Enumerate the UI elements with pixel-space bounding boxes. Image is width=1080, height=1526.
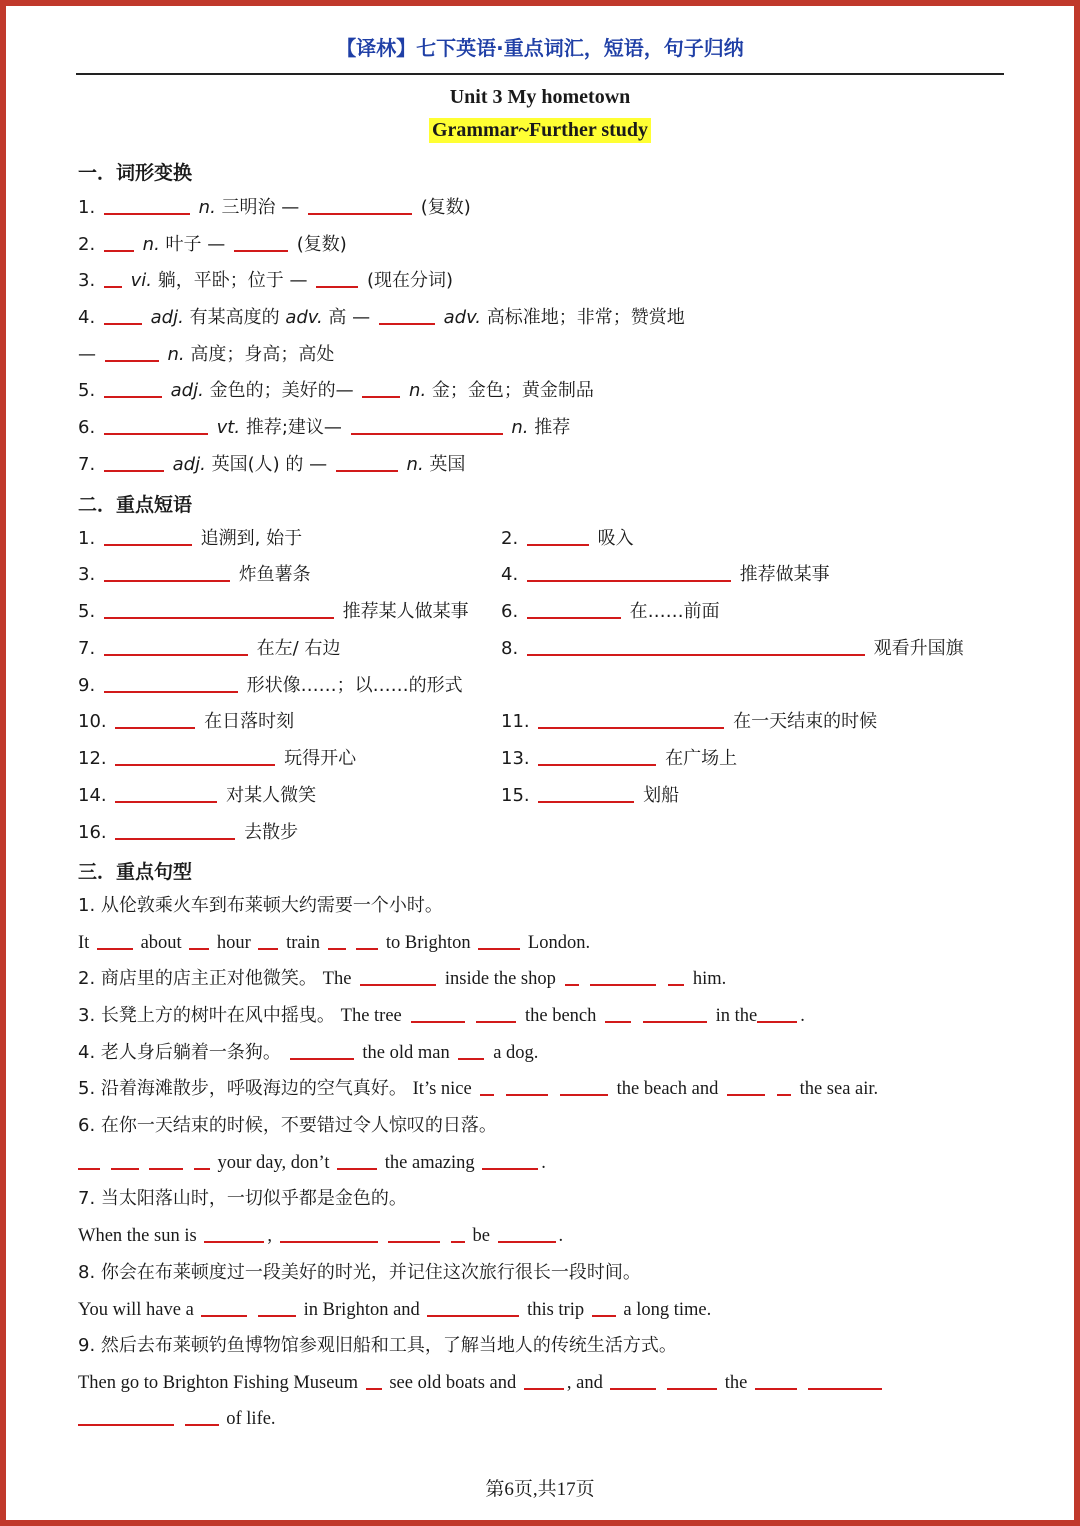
answer-blank[interactable]	[280, 1241, 378, 1243]
dash: —	[78, 344, 96, 365]
phrase-meaning: 炸鱼薯条	[238, 564, 311, 585]
sentence-text: in Brighton and	[303, 1300, 420, 1320]
phrase-item-10	[78, 710, 294, 734]
answer-blank[interactable]	[478, 948, 520, 950]
answer-blank[interactable]	[379, 323, 435, 325]
sentence-text: inside the shop	[444, 969, 556, 989]
answer-blank[interactable]	[111, 1168, 139, 1170]
answer-blank[interactable]	[104, 396, 162, 398]
sentence-text: him.	[692, 969, 727, 989]
item-number: 5.	[78, 380, 96, 401]
answer-blank[interactable]	[78, 1168, 100, 1170]
vocab-meaning: 躺，平卧；位于 —	[157, 270, 308, 291]
phrase-item-9	[78, 674, 463, 698]
phrase-meaning: 追溯到, 始于	[200, 528, 303, 549]
item-number: 1.	[78, 197, 96, 218]
vocab-meaning: 高度；身高；高处	[190, 344, 335, 365]
answer-blank[interactable]	[308, 213, 412, 215]
answer-blank[interactable]	[290, 1058, 354, 1060]
phrase-item-4	[501, 563, 830, 587]
item-number: 3.	[78, 564, 96, 585]
answer-blank[interactable]	[201, 1315, 247, 1317]
vocab-meaning: 金；金色；黄金制品	[431, 380, 594, 401]
answer-blank[interactable]	[538, 801, 634, 803]
vocab-meaning: 推荐;建议—	[245, 417, 342, 438]
phrase-item-8	[501, 637, 964, 661]
sentence-text: train	[286, 933, 320, 953]
vocab-item-4	[78, 306, 685, 330]
sentence-text: of life.	[226, 1409, 276, 1429]
sentence-text: ,	[267, 1226, 272, 1246]
answer-blank[interactable]	[356, 948, 378, 950]
section-heading-sentences: 三．重点句型	[78, 861, 193, 883]
phrase-meaning: 对某人微笑	[226, 785, 317, 806]
sentence-text: The tree	[340, 1006, 402, 1026]
answer-blank[interactable]	[592, 1315, 616, 1317]
phrase-meaning: 推荐做某事	[739, 564, 830, 585]
answer-blank[interactable]	[104, 323, 142, 325]
sentence-item-4	[78, 1041, 538, 1065]
phrase-item-5	[78, 600, 469, 624]
subtitle-highlight: Grammar~Further study	[429, 118, 651, 143]
answer-blank[interactable]	[565, 984, 579, 986]
answer-blank[interactable]	[104, 654, 248, 656]
answer-blank[interactable]	[527, 654, 865, 656]
sentence-prompt: 4. 老人身后躺着一条狗。	[78, 1042, 281, 1063]
part-of-speech: n.	[142, 234, 160, 255]
vocab-item-7	[78, 453, 465, 477]
part-of-speech: n.	[409, 380, 427, 401]
phrase-item-16	[78, 821, 298, 845]
answer-blank[interactable]	[234, 250, 288, 252]
sentence-prompt-6: 6. 在你一天结束的时候，不要错过令人惊叹的日落。	[78, 1115, 497, 1136]
sentence-text: in the	[715, 1006, 758, 1026]
answer-blank[interactable]	[185, 1424, 219, 1426]
phrase-item-15	[501, 784, 679, 808]
phrase-item-1	[78, 527, 302, 551]
answer-blank[interactable]	[258, 1315, 296, 1317]
sentence-prompt: 3. 长凳上方的树叶在风中摇曳。	[78, 1005, 335, 1026]
phrase-meaning: 在……前面	[629, 601, 720, 622]
answer-blank[interactable]	[427, 1315, 519, 1317]
item-number: 6.	[78, 417, 96, 438]
unit-title: Unit 3 My hometown	[449, 86, 631, 108]
answer-blank[interactable]	[610, 1388, 656, 1390]
sentence-answer-9-continued	[78, 1407, 276, 1431]
sentence-text: .	[800, 1006, 805, 1026]
answer-blank[interactable]	[498, 1241, 556, 1243]
sentence-answer-1	[78, 931, 590, 955]
vocab-form-note: (复数)	[296, 234, 347, 255]
sentence-text: your day, don’t	[217, 1153, 330, 1173]
answer-blank[interactable]	[757, 1021, 797, 1023]
vocab-form-note: (现在分词)	[366, 270, 454, 291]
vocab-form-note: (复数)	[420, 197, 471, 218]
sentence-text: The	[322, 969, 352, 989]
document-header: 【译林】七下英语·重点词汇，短语，句子归纳	[336, 36, 744, 60]
answer-blank[interactable]	[104, 286, 122, 288]
answer-blank[interactable]	[527, 580, 731, 582]
answer-blank[interactable]	[366, 1388, 382, 1390]
answer-blank[interactable]	[104, 213, 190, 215]
answer-blank[interactable]	[506, 1094, 548, 1096]
phrase-item-14	[78, 784, 316, 808]
item-number: 14.	[78, 785, 107, 806]
item-number: 12.	[78, 748, 107, 769]
part-of-speech: adv.	[443, 307, 481, 328]
item-number: 10.	[78, 711, 107, 732]
part-of-speech: n.	[167, 344, 185, 365]
part-of-speech: n.	[511, 417, 529, 438]
phrase-meaning: 划船	[643, 785, 680, 806]
answer-blank[interactable]	[104, 580, 230, 582]
section-heading-word-forms: 一．词形变换	[78, 162, 193, 184]
vocab-meaning: 英国(人) 的 —	[211, 454, 328, 475]
answer-blank[interactable]	[104, 691, 238, 693]
phrase-item-3	[78, 563, 311, 587]
sentence-text: You will have a	[78, 1300, 194, 1320]
sentence-answer-6	[78, 1151, 546, 1175]
answer-blank[interactable]	[97, 948, 133, 950]
phrase-item-12	[78, 747, 356, 771]
answer-blank[interactable]	[605, 1021, 631, 1023]
answer-blank[interactable]	[149, 1168, 183, 1170]
vocab-item-3	[78, 269, 453, 293]
item-number: 7.	[78, 638, 96, 659]
phrase-item-11	[501, 710, 877, 734]
sentence-item-2	[78, 967, 726, 991]
sentence-prompt-8: 8. 你会在布莱顿度过一段美好的时光，并记住这次旅行很长一段时间。	[78, 1262, 641, 1283]
phrase-item-2	[501, 527, 634, 551]
item-number: 13.	[501, 748, 530, 769]
answer-blank[interactable]	[105, 360, 159, 362]
phrase-meaning: 在日落时刻	[204, 711, 295, 732]
sentence-text: the amazing	[384, 1153, 475, 1173]
answer-blank[interactable]	[316, 286, 358, 288]
subtitle-wrap	[0, 118, 1080, 143]
answer-blank[interactable]	[336, 470, 398, 472]
phrase-meaning: 吸入	[597, 528, 634, 549]
answer-blank[interactable]	[560, 1094, 608, 1096]
answer-blank[interactable]	[78, 1424, 174, 1426]
vocab-meaning: 高标准地；非常；赞赏地	[486, 307, 685, 328]
vocab-meaning: 叶子 —	[165, 234, 226, 255]
sentence-text: .	[558, 1226, 564, 1246]
sentence-answer-9	[78, 1371, 885, 1395]
sentence-text: to Brighton	[385, 933, 471, 953]
answer-blank[interactable]	[104, 544, 192, 546]
sentence-text: be	[472, 1226, 490, 1246]
sentence-answer-7	[78, 1224, 563, 1248]
answer-blank[interactable]	[360, 984, 436, 986]
answer-blank[interactable]	[104, 470, 164, 472]
sentence-text: the	[724, 1373, 748, 1393]
answer-blank[interactable]	[104, 250, 134, 252]
sentence-prompt-9: 9. 然后去布莱顿钓鱼博物馆参观旧船和工具，了解当地人的传统生活方式。	[78, 1335, 677, 1356]
sentence-text: London.	[527, 933, 591, 953]
answer-blank[interactable]	[194, 1168, 210, 1170]
answer-blank[interactable]	[328, 948, 346, 950]
part-of-speech: vt.	[216, 417, 241, 438]
part-of-speech: adj.	[172, 454, 206, 475]
sentence-text: When the sun is	[78, 1226, 197, 1246]
phrase-item-7	[78, 637, 340, 661]
answer-blank[interactable]	[115, 727, 195, 729]
phrase-meaning: 在广场上	[665, 748, 738, 769]
answer-blank[interactable]	[411, 1021, 465, 1023]
item-number: 5.	[78, 601, 96, 622]
sentence-text: It’s nice	[412, 1079, 472, 1099]
sentence-text: about	[140, 933, 182, 953]
sentence-text: the beach and	[616, 1079, 719, 1099]
phrase-item-13	[501, 747, 737, 771]
answer-blank[interactable]	[755, 1388, 797, 1390]
item-number: 2.	[78, 234, 96, 255]
sentence-text: see old boats and	[389, 1373, 517, 1393]
answer-blank[interactable]	[458, 1058, 484, 1060]
sentence-answer-8	[78, 1298, 711, 1322]
sentence-text: Then go to Brighton Fishing Museum	[78, 1373, 359, 1393]
sentence-text: this trip	[527, 1300, 585, 1320]
answer-blank[interactable]	[204, 1241, 264, 1243]
item-number: 9.	[78, 675, 96, 696]
answer-blank[interactable]	[668, 984, 684, 986]
answer-blank[interactable]	[104, 433, 208, 435]
answer-blank[interactable]	[808, 1388, 882, 1390]
part-of-speech: adv.	[285, 307, 323, 328]
vocab-item-2	[78, 233, 347, 257]
vocab-item-1	[78, 196, 471, 220]
sentence-text: the old man	[362, 1043, 450, 1063]
answer-blank[interactable]	[258, 948, 278, 950]
sentence-text: the bench	[524, 1006, 597, 1026]
answer-blank[interactable]	[115, 764, 275, 766]
phrase-meaning: 推荐某人做某事	[342, 601, 469, 622]
item-number: 3.	[78, 270, 96, 291]
item-number: 1.	[78, 528, 96, 549]
header-divider	[76, 73, 1004, 75]
answer-blank[interactable]	[388, 1241, 440, 1243]
sentence-text: a long time.	[623, 1300, 712, 1320]
sentence-text: , and	[566, 1373, 603, 1393]
answer-blank[interactable]	[104, 617, 334, 619]
vocab-meaning: 有某高度的	[189, 307, 280, 328]
vocab-item-6	[78, 416, 570, 440]
item-number: 15.	[501, 785, 530, 806]
phrase-meaning: 观看升国旗	[873, 638, 964, 659]
answer-blank[interactable]	[115, 838, 235, 840]
item-number: 6.	[501, 601, 519, 622]
answer-blank[interactable]	[351, 433, 503, 435]
sentence-item-3	[78, 1004, 805, 1028]
sentence-text: hour	[216, 933, 251, 953]
answer-blank[interactable]	[524, 1388, 564, 1390]
vocab-meaning: 推荐	[534, 417, 571, 438]
answer-blank[interactable]	[476, 1021, 516, 1023]
sentence-item-5	[78, 1077, 878, 1101]
answer-blank[interactable]	[527, 617, 621, 619]
answer-blank[interactable]	[727, 1094, 765, 1096]
answer-blank[interactable]	[362, 396, 400, 398]
answer-blank[interactable]	[189, 948, 209, 950]
sentence-prompt-1: 1. 从伦敦乘火车到布莱顿大约需要一个小时。	[78, 895, 443, 916]
answer-blank[interactable]	[527, 544, 589, 546]
sentence-text: .	[541, 1153, 546, 1173]
item-number: 16.	[78, 822, 107, 843]
answer-blank[interactable]	[337, 1168, 377, 1170]
part-of-speech: adj.	[150, 307, 184, 328]
phrase-item-6	[501, 600, 720, 624]
answer-blank[interactable]	[482, 1168, 538, 1170]
phrase-meaning: 在一天结束的时候	[733, 711, 878, 732]
answer-blank[interactable]	[538, 727, 724, 729]
item-number: 11.	[501, 711, 530, 732]
sentence-prompt-7: 7. 当太阳落山时，一切似乎都是金色的。	[78, 1188, 407, 1209]
sentence-text: a dog.	[493, 1043, 539, 1063]
vocab-item-4-continued	[78, 343, 334, 367]
part-of-speech: vi.	[130, 270, 153, 291]
phrase-meaning: 去散步	[244, 822, 299, 843]
sentence-text: It	[78, 933, 90, 953]
item-number: 8.	[501, 638, 519, 659]
sentence-text: the sea air.	[799, 1079, 879, 1099]
answer-blank[interactable]	[538, 764, 656, 766]
answer-blank[interactable]	[590, 984, 656, 986]
page-number: 第6页,共17页	[485, 1479, 595, 1500]
phrase-meaning: 玩得开心	[284, 748, 357, 769]
answer-blank[interactable]	[777, 1094, 791, 1096]
vocab-meaning: 三明治 —	[221, 197, 300, 218]
part-of-speech: n.	[406, 454, 424, 475]
phrase-meaning: 在左/ 右边	[256, 638, 341, 659]
item-number: 4.	[501, 564, 519, 585]
item-number: 7.	[78, 454, 96, 475]
section-heading-phrases: 二．重点短语	[78, 494, 193, 516]
sentence-prompt: 2. 商店里的店主正对他微笑。	[78, 968, 317, 989]
phrase-meaning: 形状像……；以……的形式	[246, 675, 463, 696]
answer-blank[interactable]	[643, 1021, 707, 1023]
answer-blank[interactable]	[115, 801, 217, 803]
sentence-prompt: 5. 沿着海滩散步，呼吸海边的空气真好。	[78, 1078, 407, 1099]
part-of-speech: adj.	[170, 380, 204, 401]
answer-blank[interactable]	[480, 1094, 494, 1096]
vocab-meaning: 金色的；美好的—	[209, 380, 354, 401]
part-of-speech: n.	[198, 197, 216, 218]
vocab-item-5	[78, 379, 594, 403]
vocab-meaning: 高 —	[328, 307, 371, 328]
item-number: 4.	[78, 307, 96, 328]
answer-blank[interactable]	[451, 1241, 465, 1243]
item-number: 2.	[501, 528, 519, 549]
answer-blank[interactable]	[667, 1388, 717, 1390]
vocab-meaning: 英国	[429, 454, 466, 475]
